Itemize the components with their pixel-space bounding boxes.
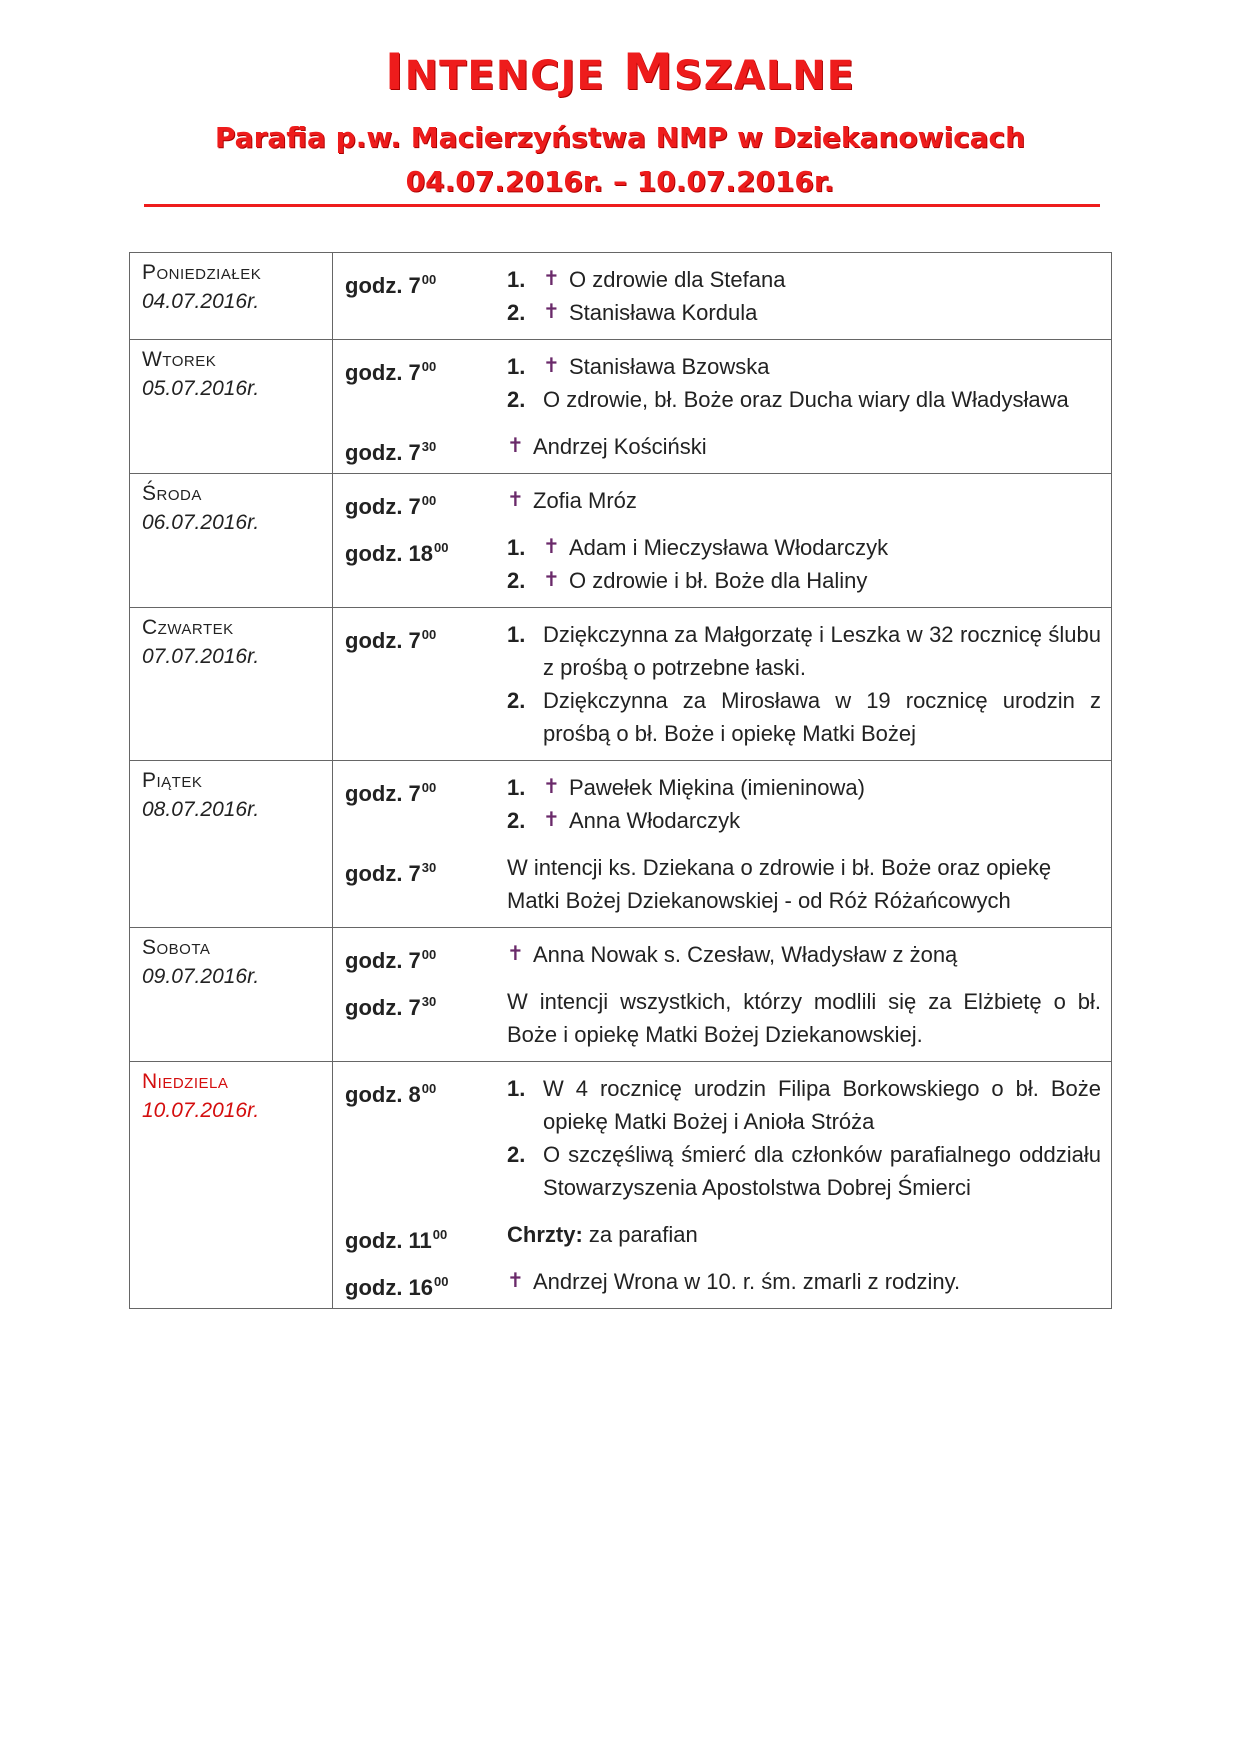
mass-time-hour: godz. 7	[345, 861, 421, 886]
day-date: 10.07.2016r.	[142, 1099, 260, 1122]
day-cell	[130, 474, 333, 608]
intentions-cell	[491, 761, 1112, 928]
intention-body: Dziękczynna za Małgorzatę i Leszka w 32 rocznicę ślubu z prośbą o potrzebne łaski.	[543, 622, 1101, 680]
day-date: 06.07.2016r.	[142, 511, 260, 534]
intention-item	[507, 296, 1101, 329]
slot-gap	[345, 517, 491, 531]
cross-icon: ✝	[543, 776, 560, 798]
day-name: Poniedziałek	[142, 261, 262, 284]
day-row	[130, 928, 1112, 1062]
intention-item	[507, 938, 1101, 971]
day-date: 07.07.2016r.	[142, 645, 260, 668]
mass-time-hour: godz. 7	[345, 440, 421, 465]
item-number: 2.	[507, 300, 526, 325]
slot-gap	[345, 971, 491, 985]
intention-list	[507, 618, 1101, 750]
time-cell	[333, 608, 492, 761]
table-body	[130, 253, 1112, 1309]
intention-body: O szczęśliwą śmierć dla członków parafialnego oddziału Stowarzyszenia Apostolstwa Dobrej Śmierci	[543, 1142, 1101, 1200]
intention-text	[507, 985, 1101, 1051]
intention-text	[569, 531, 1101, 564]
mass-time	[345, 350, 491, 416]
intention-item	[507, 771, 1101, 804]
intention-body: O zdrowie dla Stefana	[569, 267, 786, 292]
intention-item	[507, 1265, 1101, 1298]
mass-time	[345, 851, 491, 917]
intention-text	[569, 296, 1101, 329]
intention-text	[569, 564, 1101, 597]
slot-gap	[345, 837, 491, 851]
mass-time-minutes: 00	[421, 947, 437, 962]
mass-time-minutes: 00	[421, 780, 437, 795]
intention-list	[507, 1265, 1101, 1298]
cross-icon: ✝	[543, 301, 560, 323]
intention-body: W intencji ks. Dziekana o zdrowie i bł. Boże oraz opiekę Matki Bożej Dziekanowskiej - od Róż Różańcowych	[507, 855, 1052, 913]
intention-item	[507, 1072, 1101, 1138]
mass-time	[345, 430, 491, 463]
mass-time-hour: godz. 7	[345, 995, 421, 1020]
mass-time-minutes: 00	[434, 1274, 449, 1289]
intention-text	[569, 771, 1101, 804]
intentions-cell	[491, 928, 1112, 1062]
day-date: 09.07.2016r.	[142, 965, 260, 988]
mass-time	[345, 1265, 491, 1298]
intention-text	[533, 1265, 1101, 1298]
day-cell	[130, 1062, 333, 1309]
cross-icon: ✝	[507, 489, 524, 511]
slot-gap	[507, 971, 1101, 985]
mass-time-minutes: 30	[421, 994, 437, 1009]
mass-time-hour: godz. 7	[345, 628, 421, 653]
intention-text	[533, 430, 1101, 463]
mass-time	[345, 771, 491, 837]
intention-list	[507, 263, 1101, 329]
cross-icon: ✝	[543, 536, 560, 558]
slot-gap	[507, 416, 1101, 430]
mass-time-minutes: 00	[434, 540, 449, 555]
time-cell	[333, 253, 492, 340]
intention-list	[507, 1072, 1101, 1204]
intention-text	[543, 1072, 1101, 1138]
intentions-cell	[491, 474, 1112, 608]
mass-time-minutes: 00	[421, 493, 437, 508]
time-cell	[333, 1062, 492, 1309]
intention-list	[507, 851, 1101, 917]
day-name: Czwartek	[142, 616, 234, 639]
time-cell	[333, 761, 492, 928]
intentions-cell	[491, 1062, 1112, 1309]
intention-item	[507, 430, 1101, 463]
day-date: 05.07.2016r.	[142, 377, 260, 400]
intention-item	[507, 1218, 1101, 1251]
intention-body: Andrzej Kościński	[533, 434, 707, 459]
slot-gap	[507, 837, 1101, 851]
day-date: 08.07.2016r.	[142, 798, 260, 821]
cross-icon: ✝	[507, 1270, 524, 1292]
intention-item	[507, 618, 1101, 684]
day-name: Środa	[142, 482, 202, 505]
time-cell	[333, 474, 492, 608]
item-number: 2.	[507, 688, 526, 713]
page-title: INTENCJE MSZALNE	[385, 43, 855, 101]
intention-item	[507, 531, 1101, 564]
intention-body: W 4 rocznicę urodzin Filipa Borkowskiego o bł. Boże opiekę Matki Bożej i Anioła Stróża	[543, 1076, 1101, 1134]
intention-list	[507, 531, 1101, 597]
item-number: 2.	[507, 808, 526, 833]
intention-body: Dziękczynna za Mirosława w 19 rocznicę urodzin z prośbą o bł. Boże i opiekę Matki Bożej	[543, 688, 1101, 746]
intention-item	[507, 985, 1101, 1051]
intention-body: Stanisława Kordula	[569, 300, 758, 325]
intention-body: Andrzej Wrona w 10. r. śm. zmarli z rodziny.	[533, 1269, 961, 1294]
mass-time-minutes: 00	[421, 272, 437, 287]
day-cell	[130, 761, 333, 928]
slot-gap	[507, 1251, 1101, 1265]
intention-body: O zdrowie, bł. Boże oraz Ducha wiary dla Władysława	[543, 387, 1069, 412]
intention-body: za parafian	[582, 1222, 698, 1247]
mass-time-hour: godz. 18	[345, 541, 434, 566]
slot-gap	[345, 1204, 491, 1218]
mass-time	[345, 985, 491, 1051]
header-divider	[144, 204, 1100, 207]
intention-item	[507, 564, 1101, 597]
intention-item	[507, 383, 1101, 416]
mass-time	[345, 484, 491, 517]
mass-time-hour: godz. 7	[345, 948, 421, 973]
slot-gap	[345, 1251, 491, 1265]
item-number: 2.	[507, 1142, 526, 1167]
item-number: 1.	[507, 1076, 526, 1101]
intention-list	[507, 430, 1101, 463]
intention-text	[543, 618, 1101, 684]
day-cell	[130, 340, 333, 474]
mass-time	[345, 938, 491, 971]
mass-time-minutes: 30	[421, 860, 437, 875]
time-cell	[333, 928, 492, 1062]
intention-text	[569, 263, 1101, 296]
intention-item	[507, 684, 1101, 750]
mass-time-minutes: 00	[432, 1227, 448, 1242]
item-number: 1.	[507, 354, 526, 379]
day-row	[130, 1062, 1112, 1309]
day-name: Sobota	[142, 936, 211, 959]
slot-gap	[345, 416, 491, 430]
intention-list	[507, 771, 1101, 837]
intention-list	[507, 938, 1101, 971]
intention-item	[507, 263, 1101, 296]
intention-list	[507, 1218, 1101, 1251]
mass-time-hour: godz. 16	[345, 1275, 434, 1300]
intention-list	[507, 985, 1101, 1051]
intentions-cell	[491, 340, 1112, 474]
item-number: 1.	[507, 267, 526, 292]
mass-time	[345, 1072, 491, 1204]
mass-intentions-table	[129, 252, 1112, 1309]
mass-time	[345, 263, 491, 329]
intention-body: O zdrowie i bł. Boże dla Haliny	[569, 568, 868, 593]
item-number: 1.	[507, 535, 526, 560]
mass-time	[345, 531, 491, 597]
intention-body: Anna Nowak s. Czesław, Władysław z żoną	[533, 942, 958, 967]
parish-name: Parafia p.w. Macierzyństwa NMP w Dziekanowicach	[214, 121, 1026, 154]
cross-icon: ✝	[543, 809, 560, 831]
mass-time-minutes: 30	[421, 439, 437, 454]
day-cell	[130, 608, 333, 761]
mass-time-hour: godz. 7	[345, 273, 421, 298]
intention-body: Anna Włodarczyk	[569, 808, 741, 833]
item-number: 2.	[507, 568, 526, 593]
intention-item	[507, 484, 1101, 517]
time-cell	[333, 340, 492, 474]
intentions-cell	[491, 253, 1112, 340]
day-name: Niedziela	[142, 1070, 229, 1093]
mass-time-hour: godz. 11	[345, 1228, 432, 1253]
item-number: 2.	[507, 387, 526, 412]
intention-text	[507, 851, 1101, 917]
cross-icon: ✝	[507, 435, 524, 457]
mass-time-hour: godz. 7	[345, 360, 421, 385]
intention-text	[543, 684, 1101, 750]
day-name: Wtorek	[142, 348, 217, 371]
item-number: 1.	[507, 622, 526, 647]
intention-body: Stanisława Bzowska	[569, 354, 770, 379]
item-number: 1.	[507, 775, 526, 800]
intention-item	[507, 851, 1101, 917]
intention-body: Adam i Mieczysława Włodarczyk	[569, 535, 889, 560]
intention-body: Pawełek Miękina (imieninowa)	[569, 775, 865, 800]
intention-text	[533, 938, 1101, 971]
intention-text	[569, 804, 1101, 837]
intention-text	[543, 1138, 1101, 1204]
date-range: 04.07.2016r. – 10.07.2016r.	[405, 165, 835, 198]
day-row	[130, 608, 1112, 761]
cross-icon: ✝	[543, 355, 560, 377]
intentions-cell	[491, 608, 1112, 761]
intention-body: W intencji wszystkich, którzy modlili się za Elżbietę o bł. Boże i opiekę Matki Bożej Dziekanowskiej.	[507, 989, 1101, 1047]
day-row	[130, 253, 1112, 340]
day-cell	[130, 928, 333, 1062]
intention-text	[543, 383, 1101, 416]
cross-icon: ✝	[543, 569, 560, 591]
cross-icon: ✝	[543, 268, 560, 290]
intention-text	[569, 350, 1101, 383]
intention-text	[533, 484, 1101, 517]
day-row	[130, 761, 1112, 928]
mass-time-minutes: 00	[421, 1081, 437, 1096]
intention-item	[507, 350, 1101, 383]
slot-gap	[507, 517, 1101, 531]
intention-text	[507, 1218, 1101, 1251]
day-cell	[130, 253, 333, 340]
mass-time-hour: godz. 8	[345, 1082, 421, 1107]
mass-time-minutes: 00	[421, 627, 437, 642]
day-row	[130, 340, 1112, 474]
mass-time	[345, 618, 491, 750]
intention-item	[507, 1138, 1101, 1204]
intention-body: Zofia Mróz	[533, 488, 637, 513]
mass-time-hour: godz. 7	[345, 781, 421, 806]
mass-time-hour: godz. 7	[345, 494, 421, 519]
mass-time	[345, 1218, 491, 1251]
intention-label: Chrzty:	[507, 1222, 583, 1247]
mass-time-minutes: 00	[421, 359, 437, 374]
cross-icon: ✝	[507, 943, 524, 965]
day-row	[130, 474, 1112, 608]
intention-item	[507, 804, 1101, 837]
intention-list	[507, 350, 1101, 416]
day-date: 04.07.2016r.	[142, 290, 260, 313]
intention-list	[507, 484, 1101, 517]
slot-gap	[507, 1204, 1101, 1218]
day-name: Piątek	[142, 769, 203, 792]
